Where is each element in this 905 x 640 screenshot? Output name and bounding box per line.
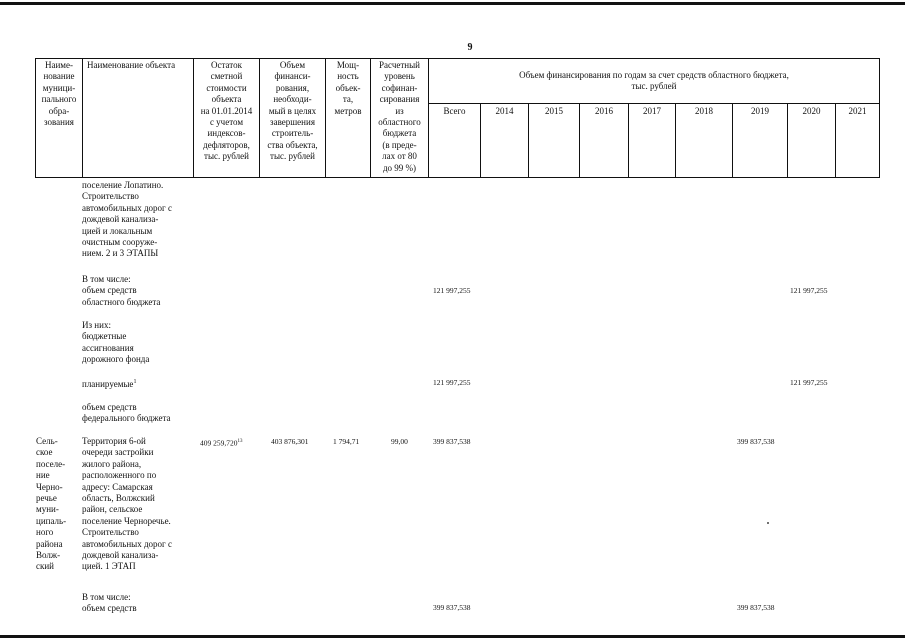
- object2-cofinancing: 99,00: [391, 437, 408, 446]
- header-year-2015: 2015: [545, 106, 563, 116]
- header-year-2019: 2019: [751, 106, 769, 116]
- object2-capacity: 1 794,71: [333, 437, 360, 446]
- planned-2020: 121 997,255: [790, 378, 828, 387]
- planned-footnote-mark: 1: [133, 379, 137, 385]
- header-capacity: Мощ- ность объек- та, метров: [334, 60, 362, 116]
- bottom-border-rule: [0, 635, 905, 638]
- included-regional-budget-label: В том числе: объем средств областного бюджета: [82, 274, 161, 307]
- header-financing-group-title: Объем финансирования по годам за счет средств областного бюджета, тыс. рублей: [519, 70, 789, 92]
- page-number: 9: [467, 42, 473, 53]
- header-year-2020: 2020: [802, 106, 821, 116]
- included-regional-2020: 121 997,255: [790, 286, 828, 295]
- object2-remainder-value: 409 259,720: [200, 438, 238, 448]
- included-regional-total: 121 997,255: [433, 286, 471, 295]
- object2-remainder: [200, 437, 243, 449]
- header-year-total: Всего: [443, 106, 466, 116]
- header-year-2021: 2021: [848, 106, 867, 116]
- header-financing-volume: Объем финанси- рования, необходи- мый в целях завершения строитель- ства объекта, тыс. рублей: [267, 60, 318, 162]
- header-cofinancing-level: Расчетный уровень софинан- сирования из областного бюджета (в преде- лах от 80 до 99 %): [378, 60, 421, 173]
- header-municipality: Наиме- нование муници- пального обра- зования: [41, 60, 77, 128]
- included2-total: 399 837,538: [433, 603, 471, 612]
- municipality-chernorechye: Сель- ское поселе- ние Черно- речье муни- ципаль- ного района Волж- ский: [36, 436, 67, 572]
- of-which-road-fund-label: Из них: бюджетные ассигнования дорожного фонда: [82, 320, 150, 365]
- object2-financing-volume: 403 876,301: [271, 437, 309, 446]
- object2-2019: 399 837,538: [737, 437, 775, 446]
- federal-budget-label: объем средств федерального бюджета: [82, 402, 171, 424]
- included2-label: В том числе: объем средств: [82, 592, 137, 614]
- header-remainder: Остаток сметной стоимости объекта на 01.01.2014 с учетом индексов- дефляторов, тыс. рублей: [200, 60, 253, 162]
- object2-total: 399 837,538: [433, 437, 471, 446]
- header-object-name: Наименование объекта: [87, 60, 176, 70]
- header-year-2017: 2017: [643, 106, 661, 116]
- top-border-rule: [0, 2, 905, 5]
- object1-continuation: поселение Лопатино. Строительство автомобильных дорог с дождевой канализа- цией и локальным очистным сооруже- нием. 2 и 3 ЭТАПЫ: [82, 180, 172, 259]
- planned-total: 121 997,255: [433, 378, 471, 387]
- object2-remainder-footnote: 13: [237, 439, 243, 444]
- planned-label-text: планируемые: [82, 379, 134, 389]
- stray-mark: [767, 522, 769, 524]
- header-year-2016: 2016: [595, 106, 613, 116]
- included2-2019: 399 837,538: [737, 603, 775, 612]
- header-year-2014: 2014: [495, 106, 514, 116]
- planned-label: [82, 377, 202, 390]
- header-year-2018: 2018: [695, 106, 713, 116]
- object2-name: Территория 6-ой очереди застройки жилого района, расположенного по адресу: Самарская область, Волжский район, сельское поселение Черноречье. Строительство автомобильных дорог с дождевой канализа- цией. 1 ЭТАП: [82, 436, 172, 572]
- table-header: [35, 58, 880, 178]
